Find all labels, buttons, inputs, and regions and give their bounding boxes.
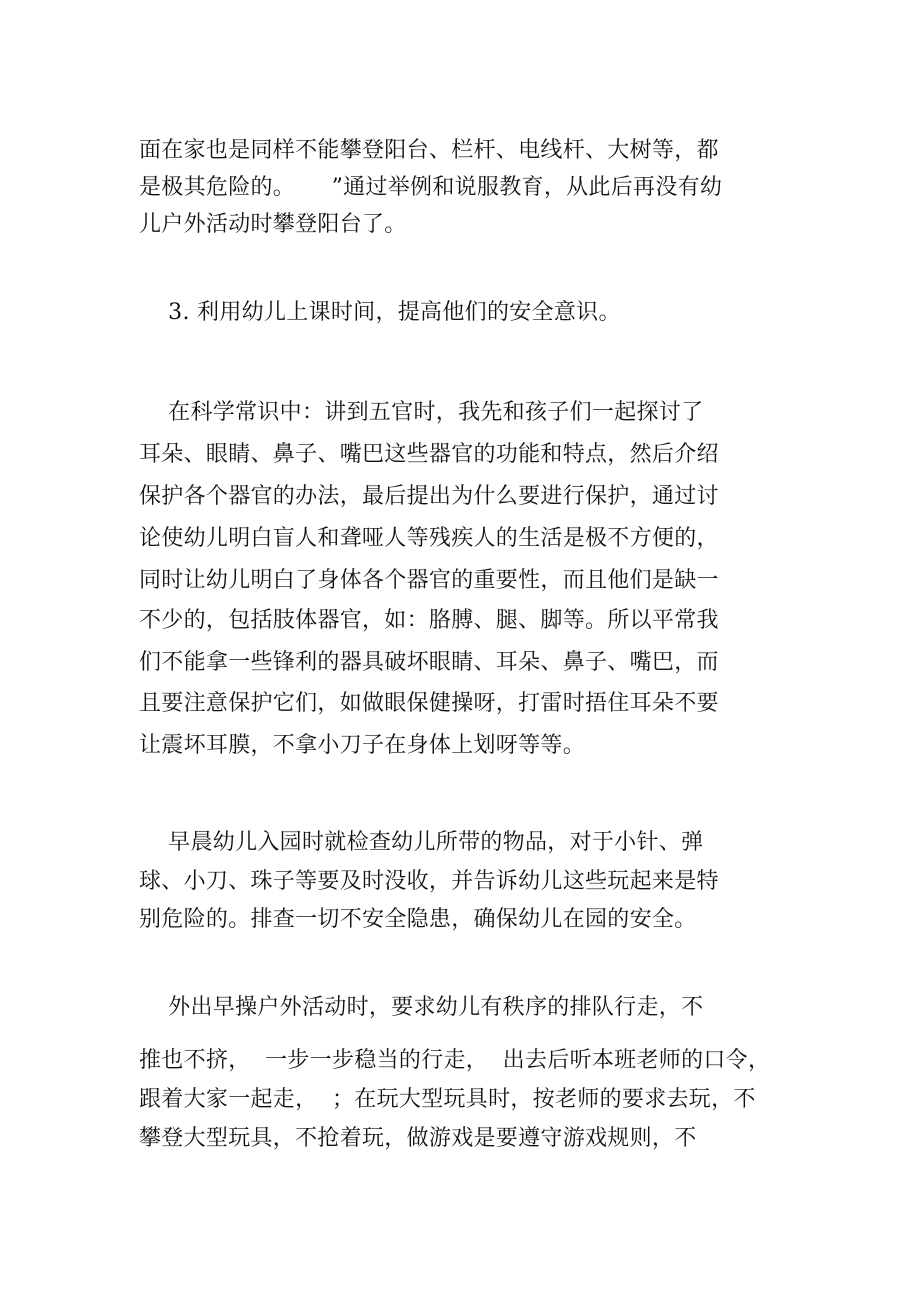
text-line: 是极其危险的。 ”通过举例和说服教育，从此后再没有幼 <box>139 175 723 200</box>
section-heading: 3. 利用幼儿上课时间，提高他们的安全意识。 <box>139 300 621 325</box>
text-line: 儿户外活动时攀登阳台了。 <box>139 212 407 237</box>
text-line: 让震坏耳膜，不拿小刀子在身体上划呀等等。 <box>139 733 586 758</box>
text-line: 推也不挤， 一步一步稳当的行走， 出去后听本班老师的口令， <box>139 1048 771 1073</box>
text-line: 别危险的。排查一切不安全隐患，确保幼儿在园的安全。 <box>139 907 697 932</box>
text-line: 们不能拿一些锋利的器具破坏眼睛、耳朵、鼻子、嘴巴，而 <box>139 650 719 675</box>
text-line: 在科学常识中：讲到五官时，我先和孩子们一起探讨了 <box>139 400 704 425</box>
text-line: 论使幼儿明白盲人和聋哑人等残疾人的生活是极不方便的， <box>139 526 719 551</box>
text-line: 外出早操户外活动时，要求幼儿有秩序的排队行走，不 <box>139 995 704 1020</box>
text-line: 面在家也是同样不能攀登阳台、栏杆、电线杆、大树等，都 <box>139 138 719 163</box>
text-line: 早晨幼儿入园时就检查幼儿所带的物品，对于小针、弹 <box>139 830 704 855</box>
text-line: 跟着大家一起走， ；在玩大型玩具时，按老师的要求去玩，不 <box>139 1087 756 1112</box>
text-line: 同时让幼儿明白了身体各个器官的重要性，而且他们是缺一 <box>139 568 719 593</box>
text-line: 球、小刀、珠子等要及时没收，并告诉幼儿这些玩起来是特 <box>139 869 719 894</box>
text-line: 耳朵、眼睛、鼻子、嘴巴这些器官的功能和特点，然后介绍 <box>139 442 719 467</box>
text-line: 不少的，包括肢体器官，如：胳膊、腿、脚等。所以平常我 <box>139 608 719 633</box>
text-line: 攀登大型玩具，不抢着玩，做游戏是要遵守游戏规则，不 <box>139 1126 697 1151</box>
text-line: 保护各个器官的办法，最后提出为什么要进行保护，通过讨 <box>139 484 719 509</box>
text-line: 且要注意保护它们，如做眼保健操呀，打雷时捂住耳朵不要 <box>139 691 719 716</box>
